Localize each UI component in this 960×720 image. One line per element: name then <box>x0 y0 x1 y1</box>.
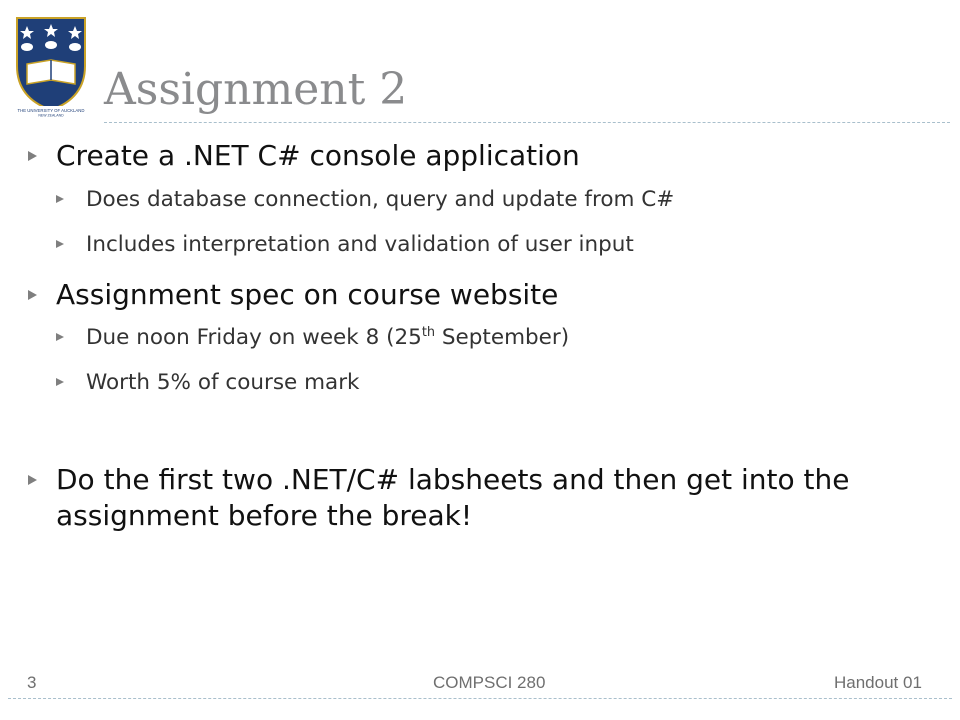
triangle-bullet-icon <box>28 475 37 485</box>
bullet-text: Create a .NET C# console application <box>56 139 580 172</box>
title-divider <box>104 122 950 123</box>
due-date-text: Due noon Friday on week 8 (25 <box>86 325 422 350</box>
triangle-bullet-icon <box>56 333 64 341</box>
bullet-assignment-spec <box>28 277 558 313</box>
page-number: 3 <box>27 673 37 692</box>
bullet-text: Do the first two .NET/C# labsheets and then get into the assignment before the break! <box>56 463 850 532</box>
ordinal-suffix: th <box>421 324 436 340</box>
triangle-bullet-icon <box>28 290 37 300</box>
sub-bullet-text: Worth 5% of course mark <box>86 370 360 395</box>
svg-text:NEW ZEALAND: NEW ZEALAND <box>38 113 64 118</box>
footer-course: COMPSCI 280 <box>433 673 546 692</box>
due-date-month: September) <box>435 325 570 350</box>
footer-handout: Handout 01 <box>834 673 922 692</box>
footer-divider <box>8 698 952 699</box>
bullet-create-app <box>28 138 580 174</box>
university-crest-icon <box>13 14 89 118</box>
triangle-bullet-icon <box>56 195 64 203</box>
triangle-bullet-icon <box>56 378 64 386</box>
sub-bullet-worth <box>56 369 360 397</box>
triangle-bullet-icon <box>28 151 37 161</box>
sub-bullet-text: Does database connection, query and update from C# <box>86 187 675 212</box>
sub-bullet-due-date <box>56 324 569 352</box>
svg-text:THE UNIVERSITY OF AUCKLAND: THE UNIVERSITY OF AUCKLAND <box>17 108 85 113</box>
bullet-labsheets <box>28 462 896 534</box>
slide-title: Assignment 2 <box>104 64 408 115</box>
sub-bullet-validation <box>56 231 634 259</box>
sub-bullet-text <box>86 324 569 352</box>
triangle-bullet-icon <box>56 240 64 248</box>
sub-bullet-text: Includes interpretation and validation of user input <box>86 232 634 257</box>
sub-bullet-database <box>56 186 674 214</box>
bullet-text: Assignment spec on course website <box>56 278 559 311</box>
